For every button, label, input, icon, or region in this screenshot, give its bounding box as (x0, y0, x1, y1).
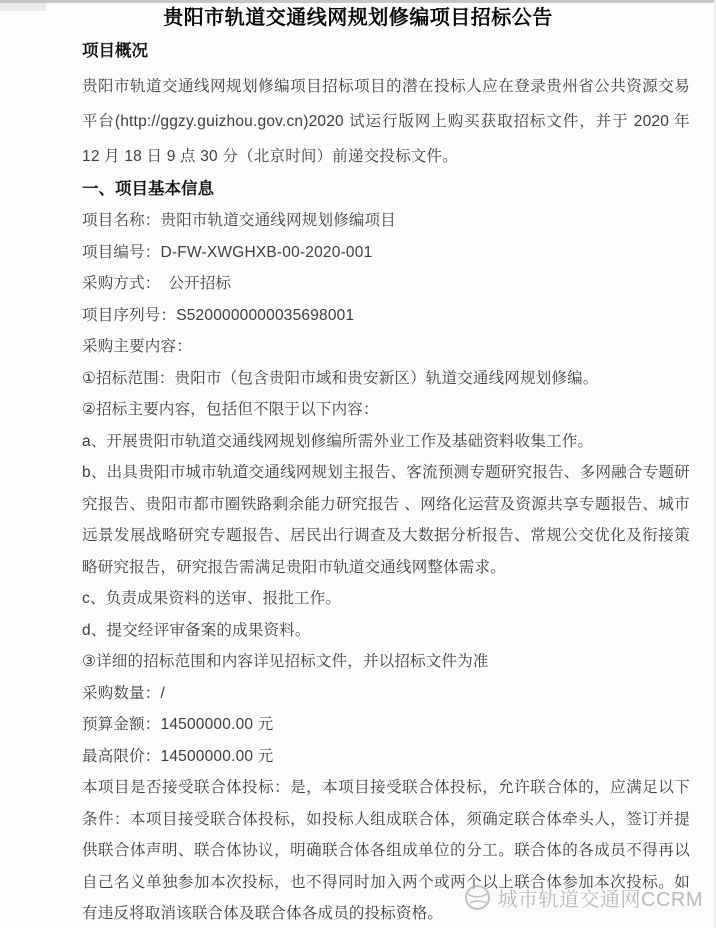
field-budget-amount: 预算金额：14500000.00 元 (82, 716, 274, 733)
item-c-review-submission: c、负责成果资料的送审、报批工作。 (82, 590, 342, 607)
field-project-number: 项目编号：D-FW-XWGHXB-00-2020-001 (82, 243, 373, 261)
field-project-name: 项目名称：贵阳市轨道交通线网规划修编项目 (82, 212, 397, 229)
overview-heading: 项目概况 (82, 42, 148, 60)
field-project-serial-number: 项目序列号：S5200000000035698001 (82, 306, 355, 324)
basic-info-heading: 一、项目基本信息 (82, 180, 214, 198)
item-d-final-deliverables: d、提交经评审备案的成果资料。 (82, 621, 311, 639)
item-detail-reference-note: ③详细的招标范围和内容详见招标文件，并以招标文件为准 (82, 653, 489, 670)
basic-info-body (82, 205, 690, 930)
field-max-price-limit: 最高限价：14500000.00 元 (82, 747, 274, 765)
watermark-text: 城市轨道交通网CCRM (497, 889, 703, 911)
field-procurement-method: 采购方式： 公开招标 (82, 275, 232, 292)
overview-paragraph: 贵阳市轨道交通线网规划修编项目招标项目的潜在投标人应在登录贵州省公共资源交易平台(http://ggzy.guizhou.gov.cn)2020 试运行版网上购买获取招标文件，并于 2020 年 12 月 18 日 9 点 30 分（北京时间）前递交投标文件。 (82, 78, 690, 165)
item-bid-scope: ①招标范围：贵阳市（包含贵阳市域和贵安新区）轨道交通线网规划修编。 (82, 369, 599, 387)
item-b-reports: b、出具贵阳市城市轨道交通线网规划主报告、客流预测专题研究报告、多网融合专题研究报告、贵阳市都市圈铁路剩余能力研究报告 、网络化运营及资源共享专题报告、城市远景发展战略研究专题报告、居民出行调查及大数据分析报告、常规公交优化及衔接策略研究报告，研究报告需满足贵阳市轨道交通线网整体需求。 (82, 464, 690, 576)
field-procurement-quantity: 采购数量：/ (82, 684, 166, 702)
document-title: 贵阳市轨道交通线网规划修编项目招标公告 (163, 7, 553, 29)
item-a-field-work: a、开展贵阳市轨道交通线网规划修编所需外业工作及基础资料收集工作。 (82, 432, 594, 450)
item-bid-main-content: ②招标主要内容，包括但不限于以下内容： (82, 401, 379, 418)
para-consortium-bidding: 本项目是否接受联合体投标：是，本项目接受联合体投标，允许联合体的，应满足以下条件：本项目接受联合体投标，如投标人组成联合体，须确定联合体牵头人，签订并提供联合体声明、联合体协议，明确联合体各组成单位的分工。联合体的各成员不得再以自己名义单独参加本次投标，也不得同时加入两个或两个以上联合体参加本次投标。如有违反将取消该联合体及联合体各成员的投标资格。 (82, 779, 690, 922)
field-procurement-content-label: 采购主要内容： (82, 338, 192, 355)
